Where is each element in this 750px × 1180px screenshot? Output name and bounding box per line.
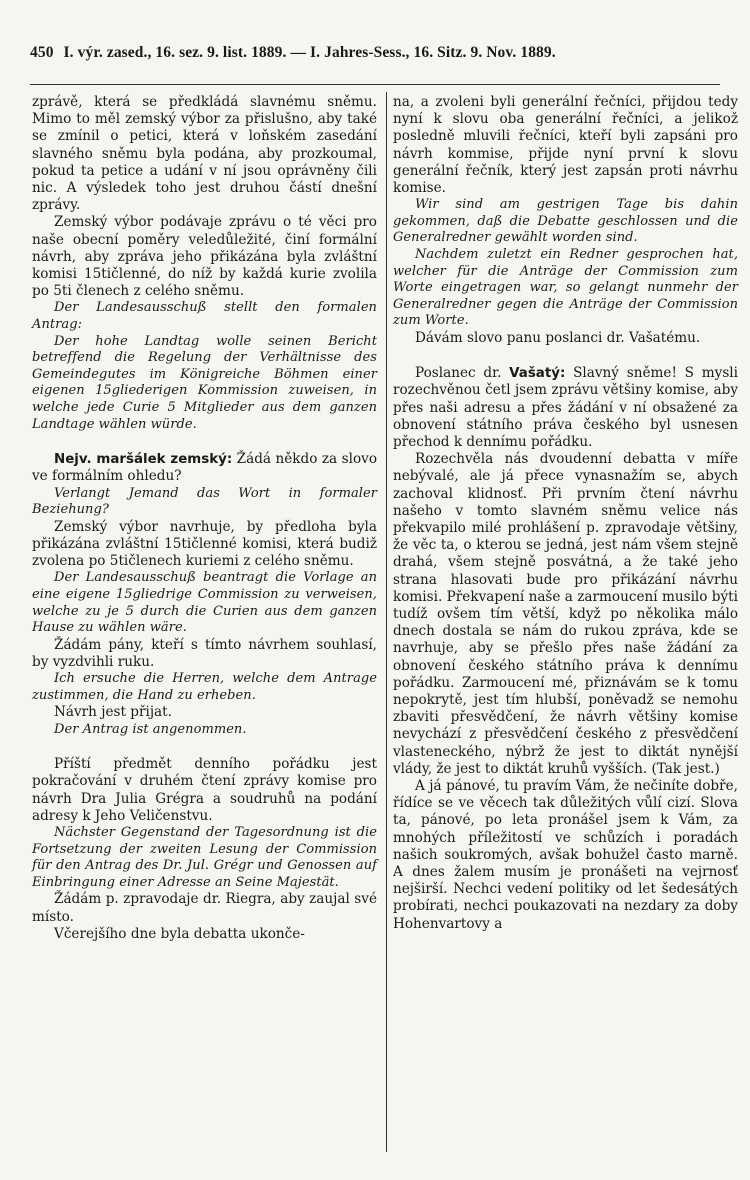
german-paragraph: Nachdem zuletzt ein Redner gesprochen hat, welcher für die Anträge der Commission zum Worte eingetragen war, so gelangt nunmehr der Generalredner gegen die Anträge der Commission zum Worte. [393,247,738,329]
left-column [32,94,377,943]
speaker-name: Nejv. maršálek zemský: [54,452,233,468]
german-paragraph: Ich ersuche die Herren, welche dem Antrage zustimmen, die Hand zu erheben. [32,671,377,703]
czech-paragraph: Rozechvěla nás dvoudenní debatta v míře nebývalé, ale já přece vynasnažím se, abych zachoval klidnosť. Při prvním čtení návrhu našeho v tomto slavném sněmu velice nás překvapilo milé prohlášení p. zpravodaje většiny, že věc ta, o kterou se jedná, jest nám všem stejně drahá, všem stejně posvátná, a že také jeho strana hlasovati bude pro přikázání návrhu komisi. Překvapení naše a zarmoucení musilo býti tudíž ovšem tím větší, když po několika málo dnech dostala se nám do rukou zpráva, kde se navrhuje, aby se přešlo přes naše žádání za obnovení českého státního práva k dennímu pořádku. Zarmoucení mé, přiznávám se k tomu nepokrytě, jest tím hlubší, poněvadž se nemohu zbaviti přesvědčení, že návrh většiny komise nevychází z přesvědčení českého z přesvědčení vlasteneckého, nýbrž že jest to diktát nynější vlády, že jest to diktát kruhů vyšších. (Tak jest.) [393,451,738,777]
german-paragraph: Der Landesausschuß stellt den formalen Antrag: [32,300,377,333]
german-paragraph: Verlangt Jemand das Wort in formaler Beziehung? [32,485,377,518]
page-header [30,44,720,62]
german-paragraph: Wir sind am gestrigen Tage bis dahin gekommen, daß die Debatte geschlossen und die Generalredner gewählt worden sind. [393,197,738,246]
speaker-name: Vašatý: [509,366,566,382]
czech-paragraph: Zemský výbor navrhuje, by předloha byla přikázána zvláštní 15tičlenné komisi, která budiž zvolena po 5tičlenech kuriemi z celého sněmu. [32,518,377,570]
german-paragraph: Nächster Gegenstand der Tagesordnung ist die Fortsetzung der zweiten Lesung der Commission für den Antrag des Dr. Jul. Grégr und Genossen auf Einbringung einer Adresse an Seine Majestät. [32,824,377,890]
speaker-paragraph [32,451,377,485]
czech-paragraph: Dávám slovo panu poslanci dr. Vašatému. [415,329,701,346]
czech-paragraph: Žádám pány, kteří s tímto návrhem souhlasí, by vyzdvihli ruku. [32,636,377,670]
right-column [393,94,738,933]
paragraph-gap [32,433,377,451]
header-czech: I. výr. zased., 16. sez. 9. list. 1889. [63,44,287,61]
german-paragraph: Der Landesausschuß beantragt die Vorlage an eine eigene 15gliedrige Commission zu verweisen, welche zu je 5 durch die Curien aus dem ganzen Hause zu wählen wäre. [32,570,377,636]
speaker-prefix: Poslanec dr. [415,365,510,382]
czech-paragraph: Žádám p. zpravodaje dr. Riegra, aby zaujal své místo. [32,891,377,925]
czech-paragraph: Včerejšího dne byla debatta ukonče- [54,925,305,942]
czech-paragraph: Zemský výbor podávaje zprávu o té věci pro naše obecní poměry veledůležité, činí formální návrh, aby zpráva jeho přikázána byla zvláštní komisi 15tičlenné, do níž by každá kurie zvolila po 5ti členech z celého sněmu. [32,214,377,300]
german-paragraph: Der hohe Landtag wolle seinen Bericht betreffend die Regelung der Verhältnisse des Gemeindegutes im Königreiche Böhmen einer eigenen 15gliederigen Kommission zuweisen, in welche jede Curie 5 Mitglieder aus dem ganzen Landtage wählen würde. [32,333,377,432]
czech-paragraph: Příští předmět denního pořádku jest pokračování v druhém čtení zprávy komise pro návrh Dra Julia Grégra a soudruhů na podání adresy k Jeho Veličenstvu. [32,756,377,824]
czech-paragraph: na, a zvoleni byli generální řečníci, přijdou tedy nyní k slovu oba generální řečníci, a jelikož posledně mluvili řečníci, kteří byli zapsáni pro návrh kommise, přijde nyní první k slovu generální řečník, který jest zapsán proti návrhu komise. [393,94,738,197]
czech-paragraph: zprávě, která se předkládá slavnému sněmu. Mimo to měl zemský výbor za přislušno, aby také se zmínil o petici, která v loňském zasedání slavného sněmu byla podána, aby prozkoumal, pokud ta petice a udání v ní jsou oprávněny čili nic. A výsledek toho jest druhou částí dnešní zprávy. [32,94,377,214]
header-dash: — [290,44,307,61]
speaker-paragraph [393,365,738,451]
czech-paragraph: A já pánové, tu pravím Vám, že nečiníte dobře, řídíce se ve věcech tak důležitých vůlí cizí. Slova ta, pánové, po leta pronášel jsem k Vám, za mnohých příležitostí ve schůzích i poradách našich soukromých, avšak bohužel často marně. A dnes žalem musím je pronášeti na vejrnosť nejširší. Nechci vedení politiky od let šedesátých probírati, nechci poukazovati na nezdary za doby Hohenvartovy a [393,778,738,932]
german-paragraph: Der Antrag ist angenommen. [54,721,247,737]
paragraph-gap [393,347,738,365]
speaker-text: Slavný sněme! S mysli rozechvěnou četl jsem zprávu většiny komise, aby přes naši adresu a přes žádání v ní obsažené za obnovení státního práva českého byl usnesen přechod k dennímu pořádku. [393,365,738,450]
column-divider [386,92,387,1152]
paragraph-gap [32,738,377,756]
header-german: I. Jahres-Sess., 16. Sitz. 9. Nov. 1889. [310,44,556,61]
header-rule [30,84,720,85]
speaker-text: Žádá někdo za slovo ve formálním ohledu? [32,451,378,485]
page-number: 450 [30,44,54,61]
czech-paragraph: Návrh jest přijat. [54,704,172,721]
